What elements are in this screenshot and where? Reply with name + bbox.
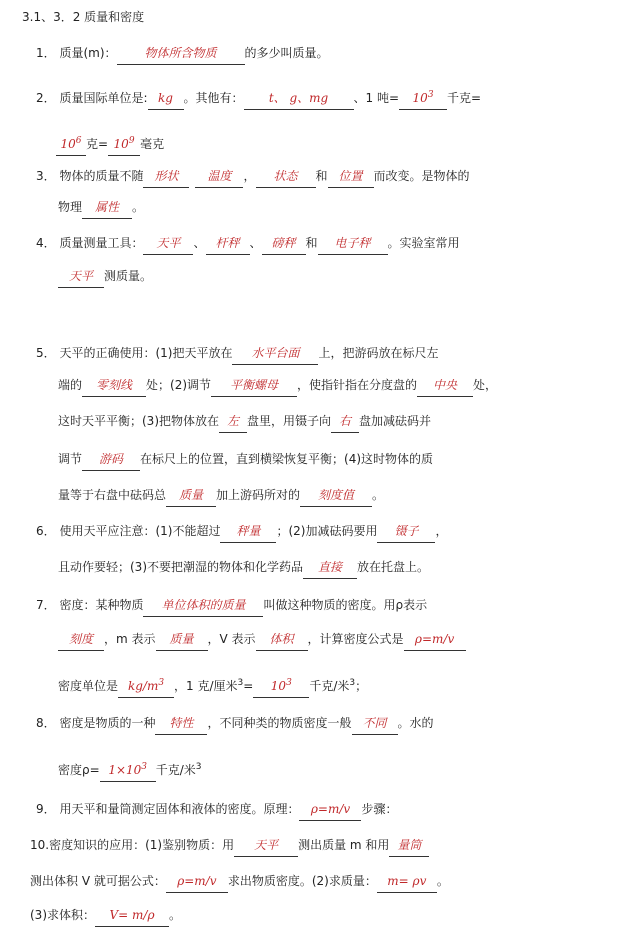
text: 量等于右盘中砝码总 <box>58 488 167 502</box>
text: ，1 克/厘米 <box>174 679 238 693</box>
answer-blank: 温度 <box>195 165 243 188</box>
text: 、 <box>193 236 206 250</box>
text: ；(2)加减砝码要用 <box>276 524 378 538</box>
text: ，不同种类的物质密度一般 <box>207 716 352 730</box>
text: 密度ρ= <box>58 763 100 777</box>
answer-blank: 天平 <box>143 232 193 255</box>
item-number: 2． <box>36 91 56 105</box>
answer-blank: 电子秤 <box>318 232 388 255</box>
answer-blank <box>399 84 447 110</box>
text: 物体的质量不随 <box>59 169 144 183</box>
superscript: 3 <box>349 678 356 688</box>
text: 、1 吨= <box>353 91 400 105</box>
answer-text: 10 <box>412 91 428 105</box>
text: 克= <box>86 137 109 151</box>
answer-blank: 状态 <box>256 165 316 188</box>
text: 这时天平平衡；(3)把物体放在 <box>58 414 219 428</box>
text: (3)求体积： <box>30 908 95 922</box>
answer-blank: t、 g、mg <box>244 87 354 110</box>
text: ， <box>243 169 256 183</box>
item-1 <box>36 40 640 66</box>
item-3-cont <box>58 194 640 220</box>
answer-blank: 刻度值 <box>300 484 372 507</box>
answer-blank <box>253 672 309 698</box>
answer-blank: 直接 <box>303 556 357 579</box>
answer-blank <box>118 672 174 698</box>
text: 在标尺上的位置，直到横梁恢复平衡；(4)这时物体的质 <box>140 452 434 466</box>
text: 质量测量工具： <box>59 236 144 250</box>
answer-blank: 水平台面 <box>232 342 318 365</box>
item-5-cont-1 <box>58 372 640 398</box>
item-4-cont <box>58 263 640 289</box>
answer-blank <box>56 130 86 156</box>
text: 千克= <box>447 91 482 105</box>
item-number: 1． <box>36 46 56 60</box>
text: 测出质量 m 和用 <box>298 838 390 852</box>
text: 密度：某种物质 <box>59 598 144 612</box>
answer-blank: 量筒 <box>389 834 429 857</box>
answer-text: 1×10 <box>108 763 142 777</box>
item-8-cont <box>58 754 640 783</box>
item-number: 8． <box>36 716 56 730</box>
item-number: 9． <box>36 802 56 816</box>
text: = <box>243 679 254 693</box>
item-9 <box>36 796 640 822</box>
text: 物理 <box>58 200 83 214</box>
text: ，使指针指在分度盘的 <box>297 378 418 392</box>
answer-blank: 游码 <box>82 448 140 471</box>
answer-blank: 刻度 <box>58 628 104 651</box>
text: ， <box>435 524 448 538</box>
answer-blank: 形状 <box>143 165 189 188</box>
answer-blank: 磅秤 <box>262 232 306 255</box>
item-number: 4． <box>36 236 56 250</box>
text: ，计算密度公式是 <box>307 632 404 646</box>
answer-blank: 位置 <box>328 165 374 188</box>
text: 密度是物质的一种 <box>59 716 156 730</box>
item-7 <box>36 592 640 618</box>
item-number: 10. <box>30 838 50 852</box>
text: 。 <box>372 488 385 502</box>
text: 千克/米 <box>309 679 350 693</box>
superscript: 3 <box>158 678 165 688</box>
item-5-cont-3 <box>58 446 640 472</box>
answer-blank: 特性 <box>155 712 207 735</box>
text: 。其他有： <box>183 91 244 105</box>
item-5-cont-2 <box>58 408 640 434</box>
text: 盘里，用镊子向 <box>247 414 332 428</box>
superscript: 3 <box>195 762 202 772</box>
answer-blank: 物体所含物质 <box>117 42 245 65</box>
answer-blank: 天平 <box>234 834 298 857</box>
item-10-cont-2 <box>30 902 640 928</box>
text: 质量国际单位是: <box>59 91 148 105</box>
text: 测出体积 V 就可据公式： <box>30 874 166 888</box>
text: 、 <box>249 236 262 250</box>
answer-blank: 杆秤 <box>206 232 250 255</box>
answer-text: kg/m <box>127 679 159 693</box>
item-7-cont-1 <box>58 626 640 652</box>
answer-blank: ρ=m/v <box>404 628 466 651</box>
text: 且动作要轻；(3)不要把潮湿的物体和化学药品 <box>58 560 303 574</box>
answer-blank: V= m/ρ <box>95 904 169 927</box>
text: 密度单位是 <box>58 679 119 693</box>
item-3 <box>36 163 640 189</box>
answer-blank: 中央 <box>417 374 473 397</box>
answer-text: 10 <box>270 679 287 693</box>
text: 端的 <box>58 378 83 392</box>
superscript: 3 <box>237 678 244 688</box>
answer-blank: 质量 <box>156 628 208 651</box>
answer-blank: 镊子 <box>377 520 435 543</box>
text: ； <box>355 679 368 693</box>
item-number: 6． <box>36 524 56 538</box>
answer-blank: 质量 <box>166 484 216 507</box>
text: 质量(m)： <box>59 46 117 60</box>
answer-blank: 平衡螺母 <box>211 374 297 397</box>
item-10 <box>30 832 640 858</box>
answer-blank: m= ρv <box>377 870 437 893</box>
text: 。水的 <box>397 716 434 730</box>
answer-text: 10 <box>113 137 129 151</box>
item-7-cont-2 <box>58 670 640 699</box>
text: 上，把游码放在标尺左 <box>318 346 439 360</box>
text: 盘加减砝码并 <box>359 414 432 428</box>
text: 步骤： <box>361 802 398 816</box>
answer-blank <box>100 756 156 782</box>
item-4 <box>36 230 640 256</box>
superscript: 6 <box>75 136 82 146</box>
item-number: 7． <box>36 598 56 612</box>
item-number: 5． <box>36 346 56 360</box>
item-5-cont-4 <box>58 482 640 508</box>
text: 和 <box>305 236 318 250</box>
item-8 <box>36 710 640 736</box>
item-5 <box>36 340 640 366</box>
section-title <box>22 4 640 30</box>
answer-blank <box>108 130 140 156</box>
text: 而改变。是物体的 <box>373 169 470 183</box>
text: ，m 表示 <box>104 632 156 646</box>
text: 测质量。 <box>104 269 153 283</box>
answer-blank: ρ=m/v <box>299 798 361 821</box>
text: 的多少叫质量。 <box>244 46 329 60</box>
answer-blank: 右 <box>331 410 359 433</box>
superscript: 3 <box>427 90 434 100</box>
text: 处；(2)调节 <box>146 378 212 392</box>
text: 千克/米 <box>155 763 196 777</box>
text: 密度知识的应用：(1)鉴别物质：用 <box>49 838 235 852</box>
answer-blank: kg <box>148 87 184 110</box>
text: 调节 <box>58 452 83 466</box>
text: 和 <box>315 169 328 183</box>
text: 叫做这种物质的密度。用ρ表示 <box>263 598 428 612</box>
text: 。 <box>132 200 145 214</box>
text: 毫克 <box>140 137 165 151</box>
superscript: 3 <box>141 762 148 772</box>
text: 求出物质密度。(2)求质量： <box>227 874 377 888</box>
item-6 <box>36 518 640 544</box>
text: 。实验室常用 <box>387 236 460 250</box>
text: 放在托盘上。 <box>357 560 430 574</box>
superscript: 9 <box>128 136 135 146</box>
text: 加上游码所对的 <box>216 488 301 502</box>
section-title-text: 3.1、3．2 质量和密度 <box>22 10 145 24</box>
text: 使用天平应注意：(1)不能超过 <box>59 524 221 538</box>
answer-blank: 秤量 <box>220 520 276 543</box>
item-6-cont <box>58 554 640 580</box>
answer-blank: 属性 <box>82 196 132 219</box>
answer-blank: 体积 <box>256 628 308 651</box>
text: 天平的正确使用：(1)把天平放在 <box>59 346 233 360</box>
answer-blank: 天平 <box>58 265 104 288</box>
item-2 <box>36 84 640 111</box>
item-2-cont <box>56 130 640 157</box>
answer-blank: 不同 <box>352 712 398 735</box>
answer-blank: 单位体积的质量 <box>143 594 263 617</box>
superscript: 3 <box>286 678 292 688</box>
text: ，V 表示 <box>207 632 256 646</box>
answer-blank: 左 <box>219 410 247 433</box>
text: 。 <box>436 874 449 888</box>
text: 。 <box>169 908 182 922</box>
text: 处， <box>473 378 498 392</box>
answer-text: 10 <box>60 137 76 151</box>
item-number: 3． <box>36 169 56 183</box>
text: 用天平和量筒测定固体和液体的密度。原理： <box>59 802 300 816</box>
item-10-cont-1 <box>30 868 640 894</box>
answer-blank: 零刻线 <box>82 374 146 397</box>
answer-blank: ρ=m/v <box>166 870 228 893</box>
